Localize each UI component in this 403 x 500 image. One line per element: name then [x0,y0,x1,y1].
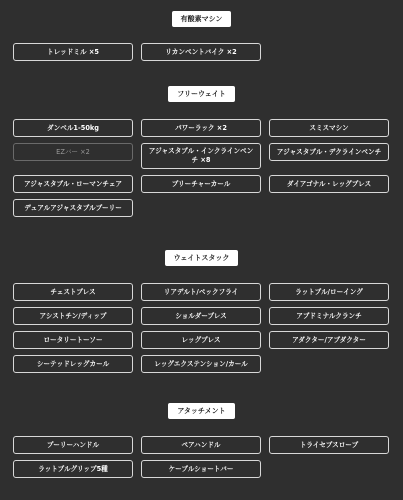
equipment-item-smith-machine[interactable]: スミスマシン [269,119,389,137]
equipment-item-cable-short-bar[interactable]: ケーブルショートバー [141,460,261,478]
equipment-item-treadmill[interactable]: トレッドミル ×5 [13,43,133,61]
free-weight-grid [13,119,390,217]
equipment-item-triceps-rope[interactable]: トライセプスロープ [269,436,389,454]
equipment-item-dumbbells[interactable]: ダンベル1-50kg [13,119,133,137]
equipment-item-leg-extension-curl[interactable]: レッグエクステンション/カール [141,355,261,373]
equipment-item-incline-bench[interactable]: アジャスタブル・インクラインベンチ ×8 [141,143,261,169]
equipment-item-seated-leg-curl[interactable]: シーテッドレッグカール [13,355,133,373]
section-title-weight-stack: ウェイトスタック [165,250,239,266]
section-weight-stack [0,250,403,266]
equipment-item-roman-chair[interactable]: アジャスタブル・ローマンチェア [13,175,133,193]
equipment-item-shoulder-press[interactable]: ショルダープレス [141,307,261,325]
section-title-attachments: アタッチメント [168,403,234,419]
equipment-item-rear-delt-pec-fly[interactable]: リアデルト/ペックフライ [141,283,261,301]
equipment-item-preacher-curl[interactable]: プリーチャーカール [141,175,261,193]
equipment-item-lat-pull-grips[interactable]: ラットプルグリップ5種 [13,460,133,478]
equipment-item-adductor-abductor[interactable]: アダクター/アブダクター [269,331,389,349]
section-attachments [0,403,403,419]
equipment-item-lat-pull-row[interactable]: ラットプル/ローイング [269,283,389,301]
equipment-item-abdominal-crunch[interactable]: アブドミナルクランチ [269,307,389,325]
equipment-item-decline-bench[interactable]: アジャスタブル・デクラインベンチ [269,143,389,161]
equipment-item-dual-pulley[interactable]: デュアルアジャスタブルプーリー [13,199,133,217]
section-cardio [0,11,403,27]
section-free-weight [0,86,403,102]
equipment-item-rotary-torso[interactable]: ロータリートーソー [13,331,133,349]
equipment-item-pair-handle[interactable]: ペアハンドル [141,436,261,454]
section-title-cardio: 有酸素マシン [172,11,232,27]
equipment-item-pulley-handle[interactable]: プーリーハンドル [13,436,133,454]
equipment-item-ez-bar[interactable]: EZバー ×2 [13,143,133,161]
equipment-item-assist-chin-dip[interactable]: アシストチン/ディップ [13,307,133,325]
equipment-item-chest-press[interactable]: チェストプレス [13,283,133,301]
section-title-free-weight: フリーウェイト [168,86,234,102]
equipment-item-leg-press[interactable]: レッグプレス [141,331,261,349]
weight-stack-grid [13,283,390,373]
cardio-grid [13,43,390,61]
equipment-item-diagonal-leg-press[interactable]: ダイアゴナル・レッグプレス [269,175,389,193]
equipment-item-recumbent-bike[interactable]: リカンベントバイク ×2 [141,43,261,61]
equipment-item-power-rack[interactable]: パワーラック ×2 [141,119,261,137]
attachments-grid [13,436,390,478]
